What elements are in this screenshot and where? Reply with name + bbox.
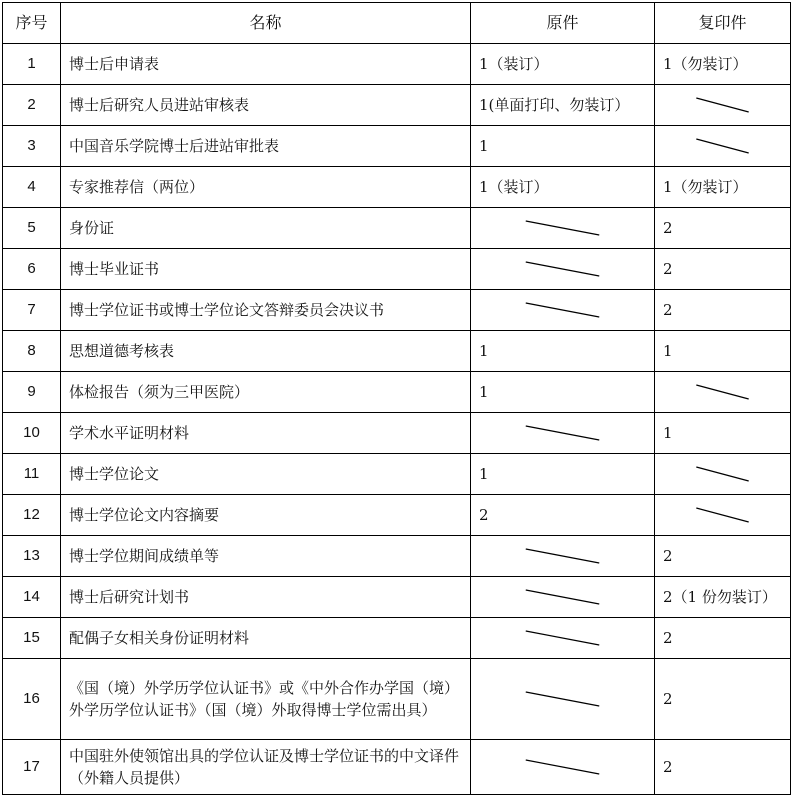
row-original bbox=[471, 536, 655, 577]
row-original bbox=[471, 659, 655, 740]
table-row bbox=[3, 167, 791, 208]
not-applicable-slash-icon bbox=[479, 297, 646, 323]
row-copy bbox=[655, 372, 791, 413]
row-copy bbox=[655, 126, 791, 167]
not-applicable-slash-icon bbox=[479, 686, 646, 712]
row-no: 17 bbox=[3, 740, 61, 795]
row-name: 学术水平证明材料 bbox=[61, 413, 471, 454]
row-no: 10 bbox=[3, 413, 61, 454]
not-applicable-slash-icon bbox=[479, 543, 646, 569]
row-copy: 2 bbox=[655, 208, 791, 249]
not-applicable-slash-icon bbox=[479, 420, 646, 446]
row-copy bbox=[655, 85, 791, 126]
row-name: 博士学位证书或博士学位论文答辩委员会决议书 bbox=[61, 290, 471, 331]
row-original bbox=[471, 249, 655, 290]
row-name: 中国驻外使领馆出具的学位认证及博士学位证书的中文译件（外籍人员提供） bbox=[61, 740, 471, 795]
row-copy: 2（1 份勿装订） bbox=[655, 577, 791, 618]
table-row bbox=[3, 413, 791, 454]
table-row bbox=[3, 208, 791, 249]
row-name: 专家推荐信（两位） bbox=[61, 167, 471, 208]
row-no: 3 bbox=[3, 126, 61, 167]
row-no: 7 bbox=[3, 290, 61, 331]
row-copy: 1（勿装订） bbox=[655, 167, 791, 208]
row-no: 9 bbox=[3, 372, 61, 413]
row-original bbox=[471, 577, 655, 618]
row-original: 1(单面打印、勿装订） bbox=[471, 85, 655, 126]
row-no: 6 bbox=[3, 249, 61, 290]
row-original bbox=[471, 208, 655, 249]
row-original bbox=[471, 618, 655, 659]
materials-table bbox=[2, 2, 791, 795]
table-row bbox=[3, 372, 791, 413]
row-name: 博士学位论文 bbox=[61, 454, 471, 495]
row-no: 4 bbox=[3, 167, 61, 208]
row-name: 中国音乐学院博士后进站审批表 bbox=[61, 126, 471, 167]
row-copy: 1（勿装订） bbox=[655, 44, 791, 85]
row-name: 博士后研究人员进站审核表 bbox=[61, 85, 471, 126]
not-applicable-slash-icon bbox=[663, 133, 782, 159]
table-row bbox=[3, 740, 791, 795]
row-name: 博士后申请表 bbox=[61, 44, 471, 85]
table-row bbox=[3, 44, 791, 85]
row-copy bbox=[655, 454, 791, 495]
table-row bbox=[3, 126, 791, 167]
row-original: 1 bbox=[471, 372, 655, 413]
row-original bbox=[471, 740, 655, 795]
row-no: 5 bbox=[3, 208, 61, 249]
not-applicable-slash-icon bbox=[479, 215, 646, 241]
row-original bbox=[471, 413, 655, 454]
row-name: 思想道德考核表 bbox=[61, 331, 471, 372]
row-copy: 2 bbox=[655, 290, 791, 331]
table-row bbox=[3, 536, 791, 577]
document-table-wrapper bbox=[2, 2, 791, 795]
row-no: 13 bbox=[3, 536, 61, 577]
row-original: 2 bbox=[471, 495, 655, 536]
row-original: 1（装订） bbox=[471, 167, 655, 208]
table-header-row bbox=[3, 3, 791, 44]
row-original: 1 bbox=[471, 126, 655, 167]
row-name: 身份证 bbox=[61, 208, 471, 249]
row-name: 博士学位期间成绩单等 bbox=[61, 536, 471, 577]
row-no: 15 bbox=[3, 618, 61, 659]
row-no: 11 bbox=[3, 454, 61, 495]
row-original: 1（装订） bbox=[471, 44, 655, 85]
row-original: 1 bbox=[471, 454, 655, 495]
row-name: 博士学位论文内容摘要 bbox=[61, 495, 471, 536]
table-row bbox=[3, 249, 791, 290]
header-original: 原件 bbox=[471, 3, 655, 44]
table-row bbox=[3, 290, 791, 331]
not-applicable-slash-icon bbox=[479, 625, 646, 651]
not-applicable-slash-icon bbox=[479, 754, 646, 780]
table-row bbox=[3, 85, 791, 126]
not-applicable-slash-icon bbox=[479, 584, 646, 610]
row-copy: 1 bbox=[655, 331, 791, 372]
row-no: 12 bbox=[3, 495, 61, 536]
header-copy: 复印件 bbox=[655, 3, 791, 44]
row-original: 1 bbox=[471, 331, 655, 372]
not-applicable-slash-icon bbox=[663, 461, 782, 487]
row-no: 14 bbox=[3, 577, 61, 618]
not-applicable-slash-icon bbox=[479, 256, 646, 282]
table-row bbox=[3, 618, 791, 659]
table-body bbox=[3, 44, 791, 795]
row-no: 8 bbox=[3, 331, 61, 372]
row-name: 体检报告（须为三甲医院） bbox=[61, 372, 471, 413]
row-name: 配偶子女相关身份证明材料 bbox=[61, 618, 471, 659]
not-applicable-slash-icon bbox=[663, 92, 782, 118]
row-copy bbox=[655, 495, 791, 536]
row-copy: 2 bbox=[655, 740, 791, 795]
header-no: 序号 bbox=[3, 3, 61, 44]
row-name: 博士毕业证书 bbox=[61, 249, 471, 290]
row-name: 《国（境）外学历学位认证书》或《中外合作办学国（境）外学历学位认证书》（国（境）外取得博士学位需出具） bbox=[61, 659, 471, 740]
row-original bbox=[471, 290, 655, 331]
table-row bbox=[3, 495, 791, 536]
row-copy: 2 bbox=[655, 536, 791, 577]
row-copy: 2 bbox=[655, 249, 791, 290]
row-copy: 1 bbox=[655, 413, 791, 454]
row-no: 2 bbox=[3, 85, 61, 126]
row-no: 16 bbox=[3, 659, 61, 740]
table-row bbox=[3, 331, 791, 372]
row-no: 1 bbox=[3, 44, 61, 85]
row-copy: 2 bbox=[655, 659, 791, 740]
not-applicable-slash-icon bbox=[663, 502, 782, 528]
not-applicable-slash-icon bbox=[663, 379, 782, 405]
header-name: 名称 bbox=[61, 3, 471, 44]
table-row bbox=[3, 454, 791, 495]
table-row bbox=[3, 577, 791, 618]
row-name: 博士后研究计划书 bbox=[61, 577, 471, 618]
table-row bbox=[3, 659, 791, 740]
row-copy: 2 bbox=[655, 618, 791, 659]
